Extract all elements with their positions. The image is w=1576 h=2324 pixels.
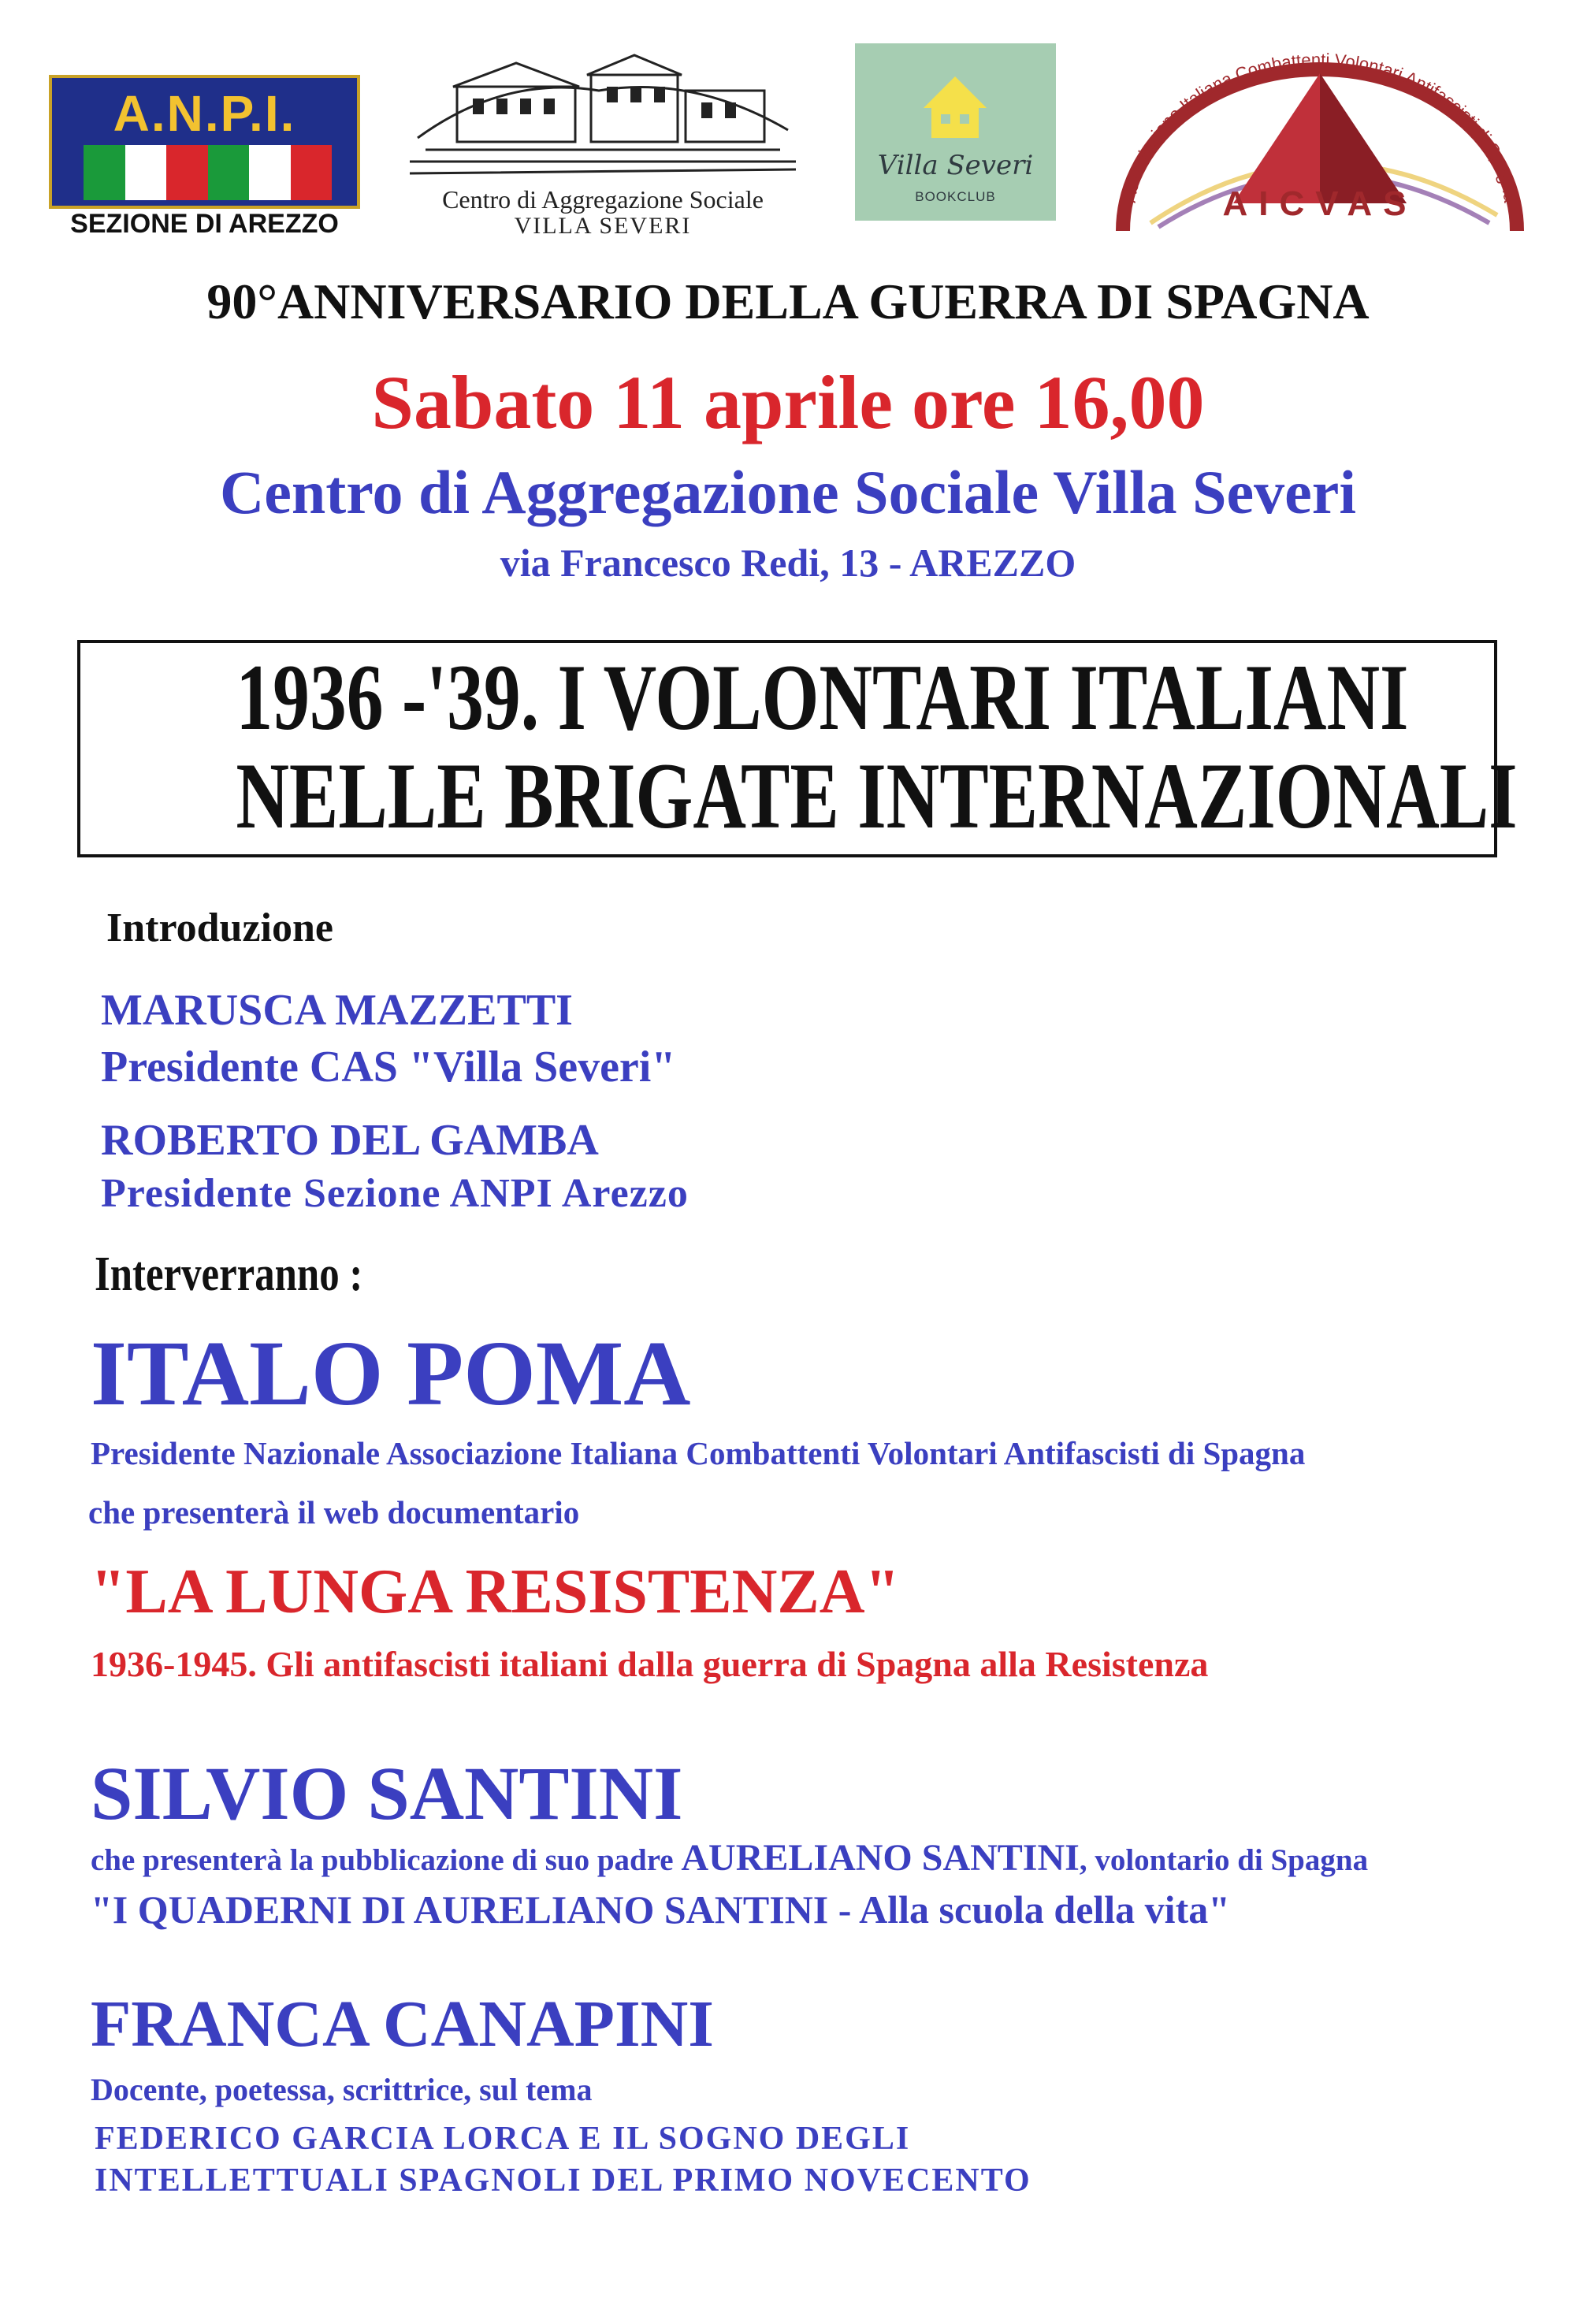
talk-theme-line1: FEDERICO GARCIA LORCA E IL SOGNO DEGLI	[95, 2121, 911, 2157]
introduction-label: Introduzione	[106, 905, 333, 950]
headline-box	[77, 640, 1518, 857]
speaker-name: ITALO POMA	[91, 1322, 691, 1425]
aicvas-name: AICVAS	[1222, 184, 1418, 223]
bookclub-logo	[855, 43, 1056, 221]
speakers-label: Interverranno :	[95, 1248, 363, 1301]
aicvas-arc-text: Associazione Italiana Combattenti Volontari Antifascisti di Spagna	[1119, 49, 1521, 204]
intro-person-role: Presidente CAS "Villa Severi"	[101, 1043, 676, 1091]
talk-theme-line2: INTELLETTUALI SPAGNOLI DEL PRIMO NOVECENTO	[95, 2162, 1031, 2199]
aicvas-emblem	[1103, 46, 1537, 235]
documentary-subtitle: 1936-1945. Gli antifascisti italiani dalla guerra di Spagna alla Resistenza	[91, 1644, 1209, 1684]
speaker-name: SILVIO SANTINI	[91, 1751, 683, 1835]
documentary-title: "LA LUNGA RESISTENZA"	[91, 1557, 900, 1627]
anpi-logo-title: A.N.P.I.	[113, 85, 296, 142]
bookclub-name: Villa Severi	[877, 150, 1034, 181]
headline-line1: 1936 -'39. I VOLONTARI ITALIANI	[236, 645, 1409, 749]
headline-line2: NELLE BRIGATE INTERNAZIONALI	[236, 743, 1518, 848]
anpi-logo-caption: SEZIONE DI AREZZO	[70, 209, 339, 239]
speaker-name: FRANCA CANAPINI	[91, 1987, 714, 2061]
speaker-intro-part: , volontario di Spagna	[1079, 1843, 1369, 1877]
father-name: AURELIANO SANTINI	[681, 1837, 1080, 1879]
book-title: "I QUADERNI DI AURELIANO SANTINI - Alla scuola della vita"	[91, 1887, 1230, 1932]
intro-person-name: MARUSCA MAZZETTI	[101, 986, 573, 1035]
house-icon	[922, 75, 989, 142]
speaker-role: Docente, poetessa, scrittrice, sul tema	[91, 2072, 593, 2107]
aicvas-logo	[1103, 46, 1537, 235]
speaker-intro: che presenterà il web documentario	[88, 1494, 580, 1530]
bookclub-sub: BOOKCLUB	[915, 189, 996, 204]
intro-person-name: ROBERTO DEL GAMBA	[101, 1116, 599, 1165]
villa-caption-line2: VILLA SEVERI	[514, 213, 692, 239]
anpi-flag-box	[49, 75, 360, 209]
event-address: via Francesco Redi, 13 - AREZZO	[500, 541, 1076, 585]
speaker-intro	[91, 1836, 1368, 1880]
italian-flag-icon	[84, 145, 332, 200]
anniversary-title: 90°ANNIVERSARIO DELLA GUERRA DI SPAGNA	[206, 273, 1370, 329]
speaker-role: Presidente Nazionale Associazione Italiana Combattenti Volontari Antifascisti di Spagna	[91, 1435, 1306, 1471]
anpi-logo	[49, 75, 360, 239]
intro-person-role: Presidente Sezione ANPI Arezzo	[101, 1171, 689, 1216]
villa-building-icon	[410, 43, 796, 181]
event-date: Sabato 11 aprile ore 16,00	[371, 360, 1205, 444]
speaker-intro-part: che presenterà la pubblicazione di suo padre	[91, 1843, 682, 1877]
villa-severi-logo	[410, 43, 796, 239]
villa-caption-line1: Centro di Aggregazione Sociale	[442, 185, 764, 214]
event-venue: Centro di Aggregazione Sociale Villa Severi	[219, 458, 1357, 526]
